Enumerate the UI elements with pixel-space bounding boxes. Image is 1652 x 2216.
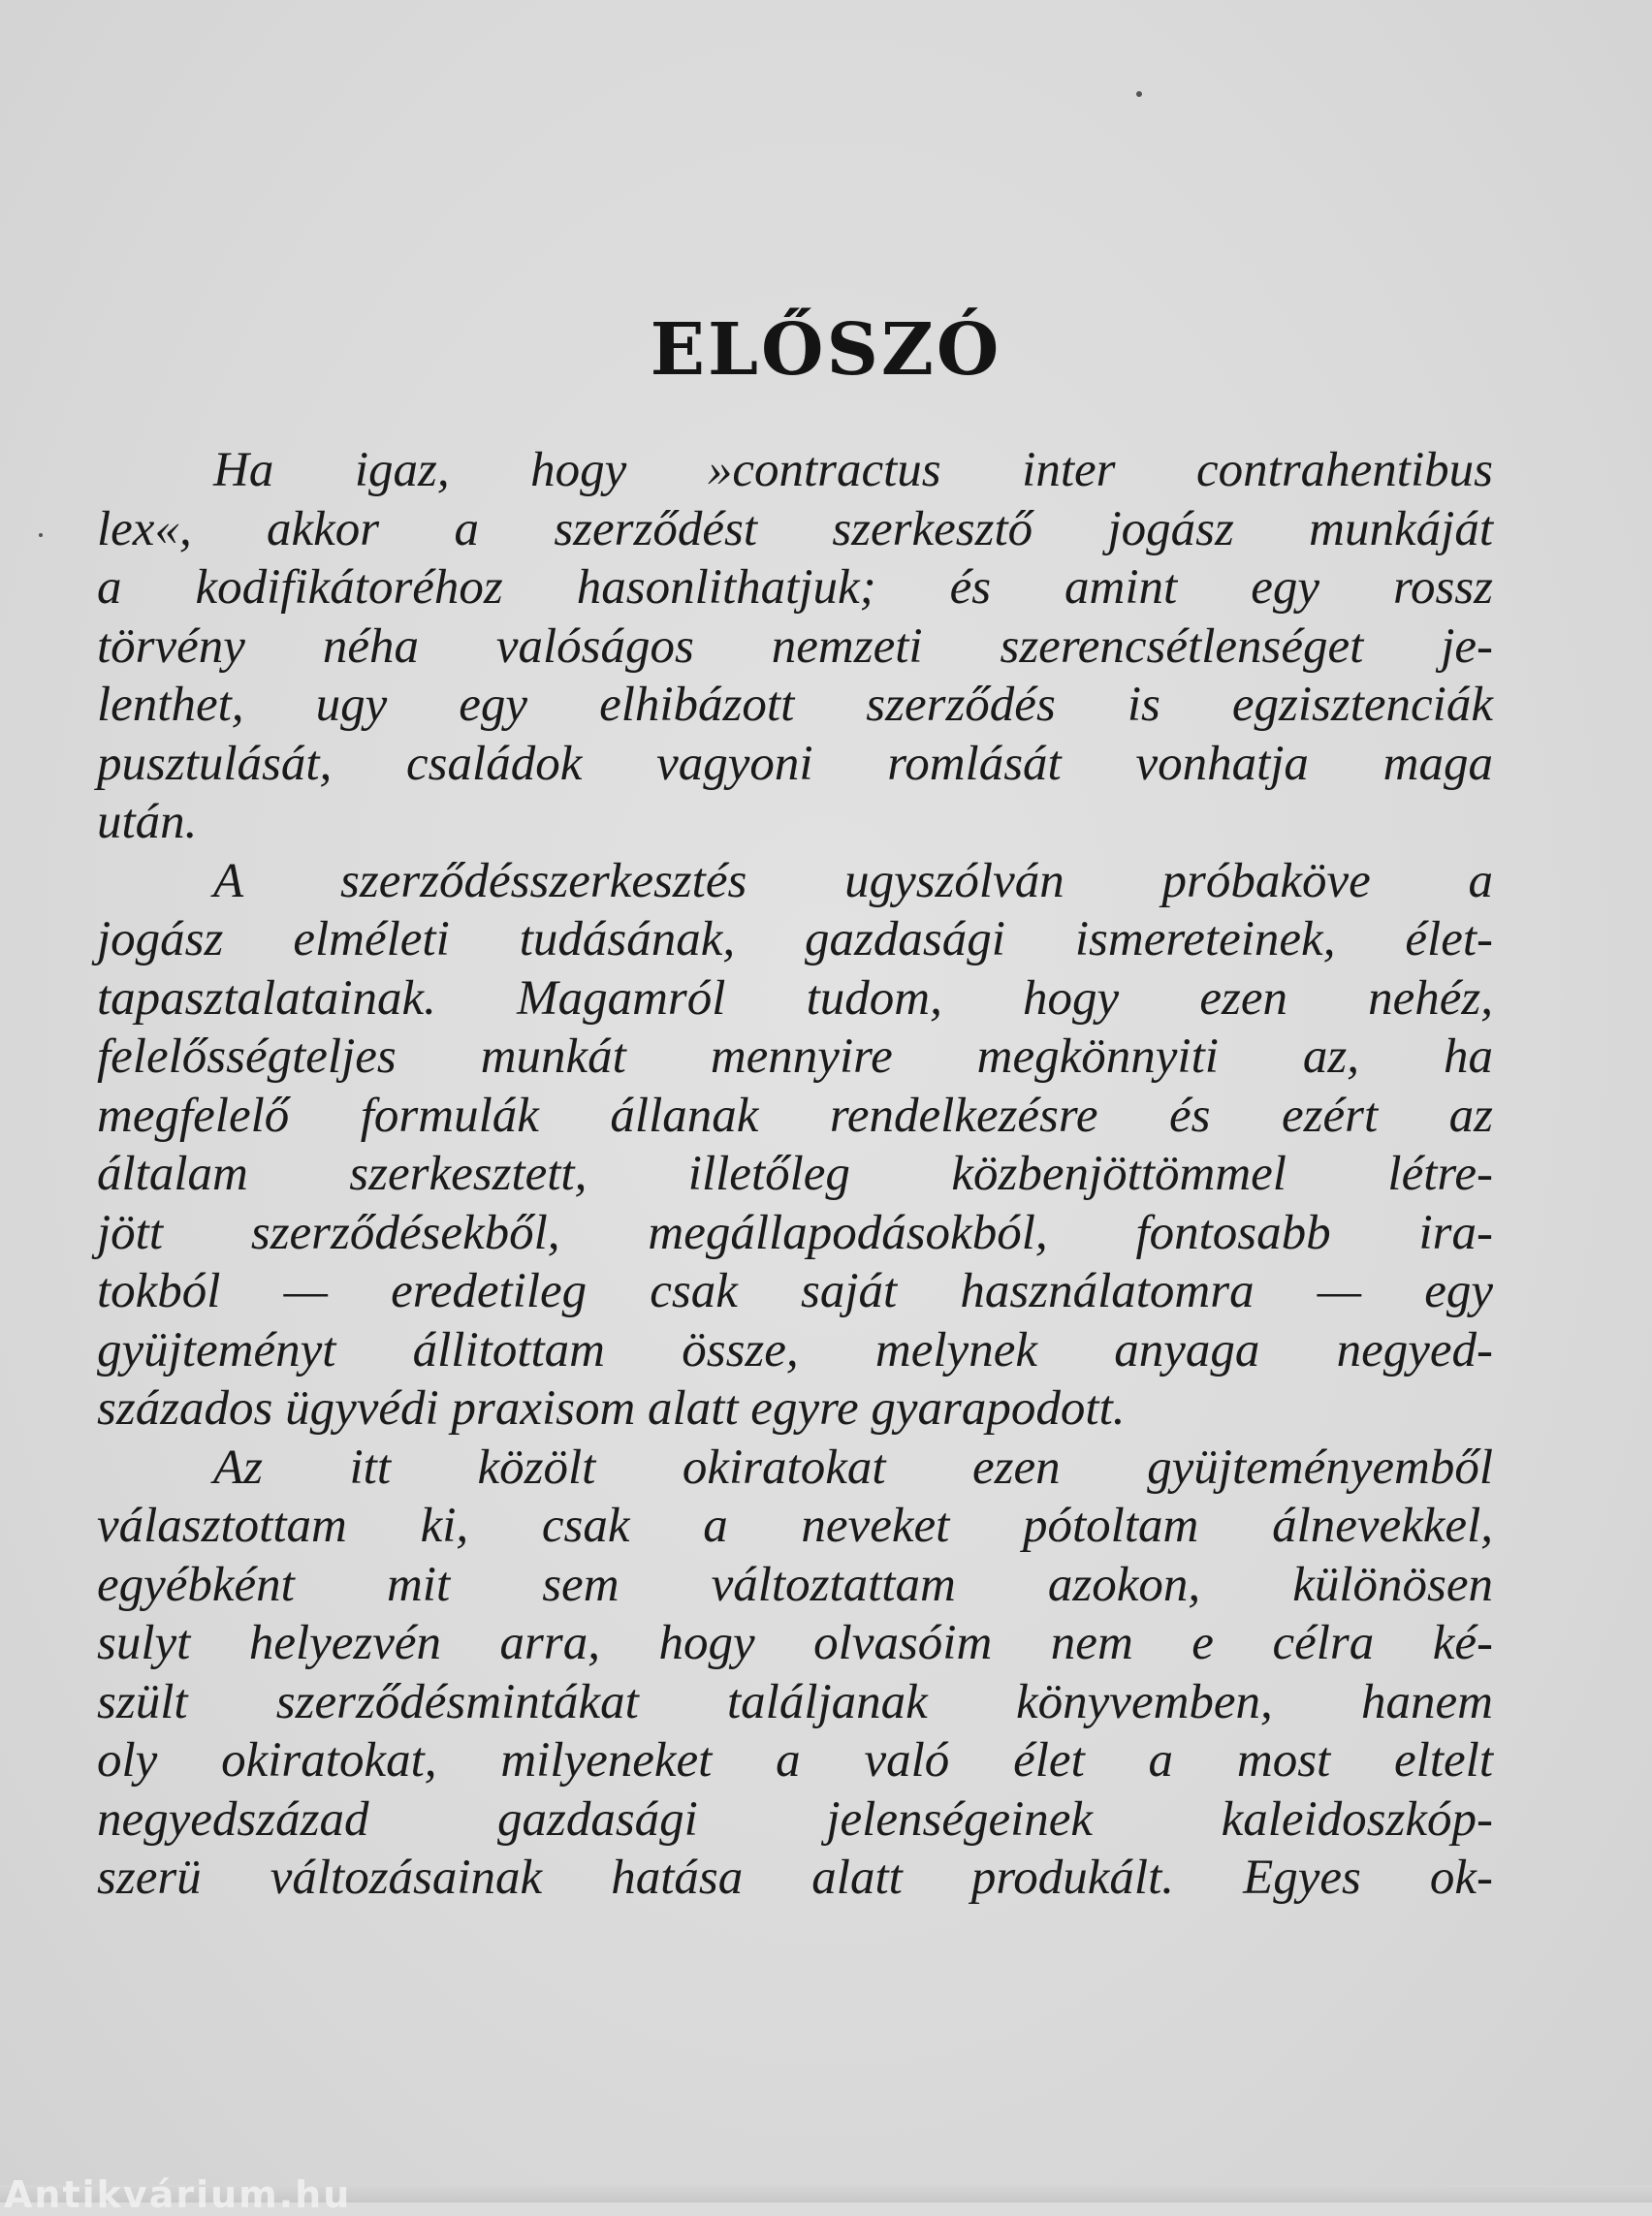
- text-line: jött szerződésekből, megállapodásokból, fontosabb ira-: [97, 1205, 1493, 1260]
- paper-speck: [39, 533, 43, 537]
- text-line: után.: [97, 795, 198, 849]
- text-line: Az itt közölt okiratokat ezen gyüjteményemből: [213, 1440, 1493, 1495]
- text-line: Ha igaz, hogy »contractus inter contrahentibus: [213, 443, 1493, 497]
- text-line: negyedszázad gazdasági jelenségeinek kaleidoszkóp-: [97, 1791, 1493, 1847]
- text-line: pusztulását, családok vagyoni romlását vonhatja maga: [97, 736, 1493, 791]
- text-line: A szerződésszerkesztés ugyszólván próbaköve a: [213, 853, 1493, 908]
- body-text: [97, 441, 1493, 1908]
- text-line: törvény néha valóságos nemzeti szerencsétlenséget je-: [97, 618, 1493, 674]
- text-line: lenthet, ugy egy elhibázott szerződés is egzisztenciák: [97, 678, 1493, 732]
- text-line: százados ügyvédi praxisom alatt egyre gyarapodott.: [97, 1381, 1126, 1436]
- text-line: szült szerződésmintákat találjanak könyvemben, hanem: [97, 1674, 1493, 1729]
- text-line: tapasztalatainak. Magamról tudom, hogy ezen nehéz,: [97, 970, 1493, 1026]
- page-title: ELŐSZÓ: [650, 308, 1002, 392]
- text-line: oly okiratokat, milyeneket a való élet a most eltelt: [97, 1733, 1493, 1788]
- paper-speck: [1136, 91, 1142, 97]
- text-line: általam szerkesztett, illetőleg közbenjöttömmel létre-: [97, 1147, 1493, 1201]
- text-line: gyüjteményt állitottam össze, melynek anyaga negyed-: [97, 1322, 1493, 1377]
- text-line: választottam ki, csak a neveket pótoltam álnevekkel,: [97, 1499, 1493, 1553]
- text-line: szerü változásainak hatása alatt produkált. Egyes ok-: [97, 1851, 1493, 1905]
- text-line: lex«, akkor a szerződést szerkesztő jogász munkáját: [97, 501, 1493, 556]
- watermark-text: Antikvárium.hu: [4, 2173, 352, 2216]
- text-line: tokból — eredetileg csak saját használatomra — egy: [97, 1264, 1493, 1318]
- text-line: egyébként mit sem változtattam azokon, különösen: [97, 1557, 1493, 1612]
- text-line: sulyt helyezvén arra, hogy olvasóim nem e célra ké-: [97, 1616, 1493, 1670]
- text-line: jogász elméleti tudásának, gazdasági ismereteinek, élet-: [97, 912, 1493, 966]
- text-line: megfelelő formulák állanak rendelkezésre és ezért az: [97, 1088, 1493, 1143]
- text-line: felelősségteljes munkát mennyire megkönnyiti az, ha: [97, 1029, 1493, 1084]
- text-line: a kodifikátoréhoz hasonlithatjuk; és amint egy rossz: [97, 560, 1493, 615]
